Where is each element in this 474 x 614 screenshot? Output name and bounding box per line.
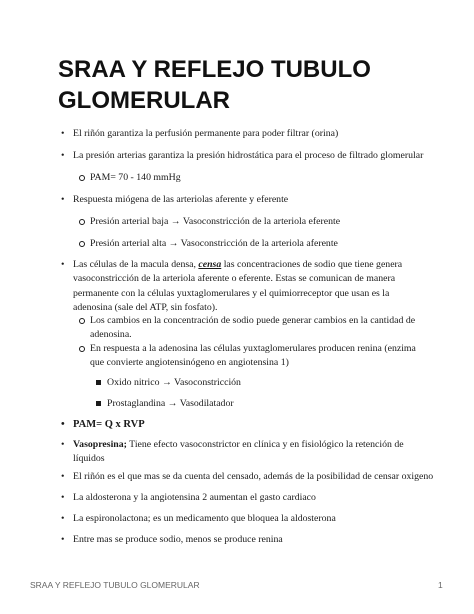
list-item: • La presión arterias garantiza la presión hidrostática para el proceso de filtrado glomerular bbox=[73, 149, 423, 163]
sub-list-item: En respuesta a la adenosina las células yuxtaglomerulares producen renina (enzima que convierte angiotensinógeno en angiotensina 1) bbox=[90, 342, 430, 371]
page-title: SRAA Y REFLEJO TUBULO GLOMERULAR bbox=[58, 56, 371, 114]
sub-list-item: Presión arterial alta → Vasoconstricción de la arteriola aferente bbox=[90, 238, 338, 249]
footer-title: SRAA Y REFLEJO TUBULO GLOMERULAR bbox=[30, 580, 200, 590]
list-item bbox=[73, 258, 425, 316]
sub-sub-list-item: Prostaglandina → Vasodilatador bbox=[107, 398, 234, 409]
list-item: • Entre mas se produce sodio, menos se produce renina bbox=[73, 533, 283, 547]
sub-list-item: Presión arterial baja → Vasoconstricción de la arteriola eferente bbox=[90, 216, 341, 227]
bold-label: Vasopresina; bbox=[73, 439, 127, 450]
sub-list-item: Los cambios en la concentración de sodio puede generar cambios en la cantidad de adenosina. bbox=[90, 314, 420, 343]
sub-sub-list-item: Oxido nitrico → Vasoconstricción bbox=[107, 377, 241, 388]
list-item: • La espironolactona; es un medicamento que bloquea la aldosterona bbox=[73, 512, 336, 526]
list-item: • El riñón es el que mas se da cuenta del censado, además de la posibilidad de censar oxigeno bbox=[73, 470, 433, 484]
list-item: • El riñón garantiza la perfusión permanente para poder filtrar (orina) bbox=[73, 127, 338, 141]
sub-list-item: PAM= 70 - 140 mmHg bbox=[90, 172, 181, 183]
list-item: • PAM= Q x RVP bbox=[73, 418, 145, 432]
item-text: Tiene efecto vasoconstrictor en clínica y en fisiológico la retención de líquidos bbox=[73, 439, 404, 465]
list-item: • Respuesta miógena de las arteriolas aferente y eferente bbox=[73, 193, 288, 207]
list-item bbox=[73, 438, 418, 467]
emphasis-text: censa bbox=[198, 259, 222, 270]
item-text: las concentraciones de sodio que tiene genera vasoconstricción de la arteriola aferente o eferente. Estas se comunican de manera permanente con la células yuxtaglomerulares y el quimiorreceptor que usan es la adenosina (sale del ATP, sin fosfato). bbox=[73, 259, 403, 314]
item-text: Las células de la macula densa, bbox=[73, 259, 199, 270]
list-item: • La aldosterona y la angiotensina 2 aumentan el gasto cardiaco bbox=[73, 491, 316, 505]
page-number: 1 bbox=[438, 580, 443, 590]
